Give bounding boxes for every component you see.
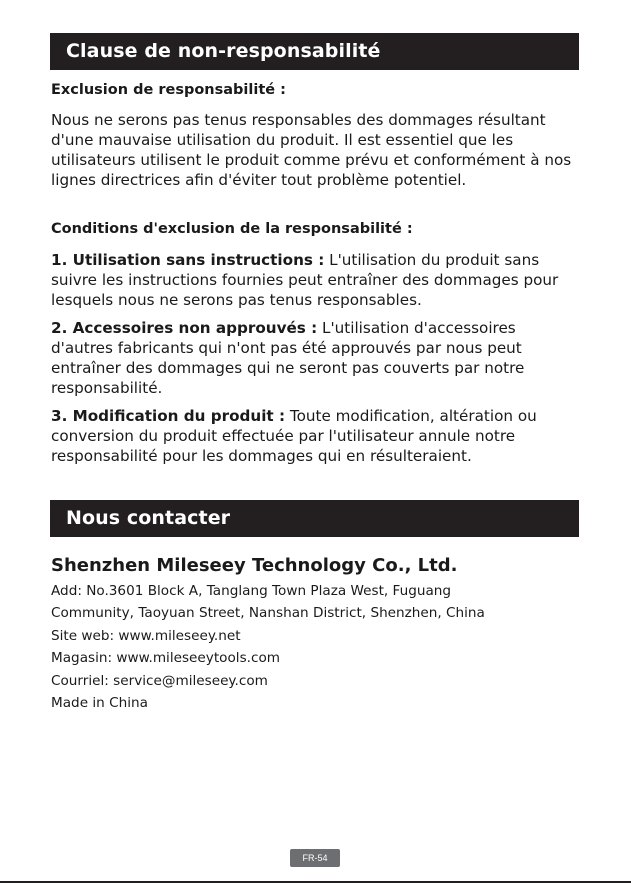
condition-item-label: 1. Utilisation sans instructions : [51, 251, 325, 269]
condition-item-text: L'utilisation du produit sans suivre les instructions fournies peut entraîner des dommages pour lesquels nous ne serons pas tenus responsables. [51, 251, 559, 309]
condition-item-text: L'utilisation d'accessoires d'autres fabricants qui n'ont pas été approuvés par nous peut entraîner des dommages qui ne seront pas couverts par notre responsabilité. [51, 319, 525, 397]
website-line: Site web: www.mileseey.net [51, 627, 241, 644]
exclusion-heading: Exclusion de responsabilité : [51, 82, 286, 98]
contact-details [51, 580, 581, 714]
conditions-heading: Conditions d'exclusion de la responsabilité : [51, 221, 413, 237]
contact-banner [50, 500, 579, 537]
condition-item-label: 2. Accessoires non approuvés : [51, 319, 318, 337]
contact-banner-title: Nous contacter [66, 507, 231, 529]
condition-item-text: Toute modification, altération ou conversion du produit effectuée par l'utilisateur annule notre responsabilité pour les dommages qui en résulteraient. [51, 407, 537, 465]
condition-item [51, 250, 581, 310]
condition-item-label: 3. Modification du produit : [51, 407, 286, 425]
condition-item [51, 318, 581, 398]
store-line: Magasin: www.mileseeytools.com [51, 650, 281, 667]
page-number-badge: FR-54 [290, 849, 340, 867]
origin-line: Made in China [51, 695, 148, 712]
intro-paragraph: Nous ne serons pas tenus responsables des dommages résultant d'une mauvaise utilisation du produit. Il est essentiel que les utilisateurs utilisent le produit comme prévu et conformément à nos lignes directrices afin d'éviter tout problème potentiel. [51, 111, 572, 189]
disclaimer-banner-title: Clause de non-responsabilité [66, 40, 381, 62]
disclaimer-banner [50, 33, 579, 70]
email-line: Courriel: service@mileseey.com [51, 672, 268, 689]
address-line: Add: No.3601 Block A, Tanglang Town Plaza West, Fuguang [51, 583, 452, 599]
condition-item [51, 406, 581, 466]
company-name: Shenzhen Mileseey Technology Co., Ltd. [51, 555, 458, 576]
address-line: Community, Taoyuan Street, Nanshan District, Shenzhen, China [51, 605, 485, 622]
